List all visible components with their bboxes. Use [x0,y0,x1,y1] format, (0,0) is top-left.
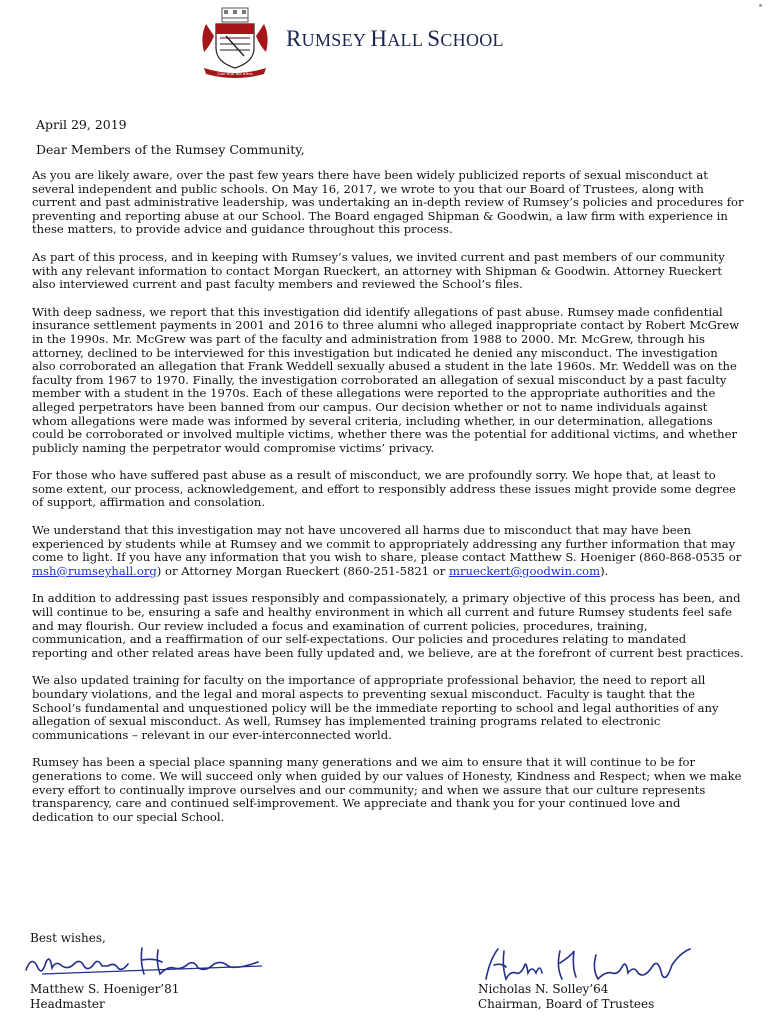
signatory-title: Chairman, Board of Trustees [478,997,655,1011]
crest-motto: Quo non fas ultra [217,71,253,76]
paragraph-training: We also updated training for faculty on the importance of appropriate professional behavior, the need to report all boundary violations, and the legal and moral aspects to preventing sexual misconduct. Faculty is taught that the School’s fundamental and unquestioned policy will be the immediate reporting to school and legal authorities of any allegation of sexual misconduct. As well, Rumsey has implemented training programs related to electronic communications – relevant in our ever-interconnected world. [32,673,719,742]
contact-text: We understand that this investigation may not have uncovered all harms due to misconduct that may have been experienced by students while at Rumsey and we commit to appropriately addressing any further information that may come to light. If you have any information that you wish to share, please contact Matthew S. Hoeniger (860-868-0535 or [32,523,742,565]
letter-closing: Best wishes, [30,931,106,945]
letter-date: April 29, 2019 [36,117,127,132]
paragraph-contact [32,524,744,578]
email-link-hoeniger[interactable]: msh@rumseyhall.org [32,563,157,578]
signatory-block-solley [478,982,654,1012]
paragraph-findings: With deep sadness, we report that this investigation did identify allegations of past abuse. Rumsey made confidential insurance settlement payments in 2001 and 2016 to three alumni who alleged inappropriate contact by Robert McGrew in the 1990s. Mr. McGrew was part of the faculty and administration from 1988 to 2000. Mr. McGrew, through his attorney, declined to be interviewed for this investigation but indicated he denied any misconduct. The investigation also corroborated an allegation that Frank Weddell sexually abused a student in the late 1960s. Mr. Weddell was on the faculty from 1967 to 1970. Finally, the investigation corroborated an allegation of sexual misconduct by a past faculty member with a student in the 1970s. Each of these allegations were reported to the appropriate authorities and the alleged perpetrators have been banned from our campus. Our decision whether or not to name individuals against whom allegations were made was informed by several criteria, including whether, in our determination, allegations could be corroborated or involved multiple victims, whether there was the potential for additional victims, and whether publicly naming the perpetrator would compromise victims’ privacy. [32,304,740,455]
letter-body [32,169,744,838]
signatory-title: Headmaster [30,997,105,1011]
scan-speck [759,4,762,7]
school-name-rest: CHOOL [440,30,504,50]
school-name-rest: UMSEY [301,30,371,50]
school-name-rest: ALL [387,30,428,50]
school-name-initial: H [370,26,388,51]
school-name [286,26,504,52]
paragraph-background: As you are likely aware, over the past few years there have been widely publicized reports of sexual misconduct at several independent and public schools. On May 16, 2017, we wrote to you that our Board of Trustees, along with current and past administrative leadership, was undertaking an in-depth review of Rumsey’s policies and procedures for preventing and reporting abuse at our School. The Board engaged Shipman & Goodwin, a law firm with experience in these matters, to provide advice and guidance throughout this process. [32,168,744,237]
signatory-name: Matthew S. Hoeniger’81 [30,982,180,996]
signatory-block-hoeniger [30,982,179,1012]
signature-solley [476,945,696,985]
paragraph-process: As part of this process, and in keeping with Rumsey’s values, we invited current and past members of our community with any relevant information to contact Morgan Rueckert, an attorney with Shipman & Goodwin. Attorney Rueckert also interviewed current and past faculty members and reviewed the School’s files. [32,249,725,292]
signature-hoeniger [22,940,272,982]
paragraph-apology: For those who have suffered past abuse as a result of misconduct, we are profoundly sorry. We hope that, at least to some extent, our process, acknowledgement, and effort to responsibly address these issues might provide some degree of support, affirmation and consolation. [32,468,736,510]
paragraph-values: Rumsey has been a special place spanning many generations and we aim to ensure that it will continue to be for generations to come. We will succeed only when guided by our values of Honesty, Kindness and Respect; when we make every effort to continually improve ourselves and our community; and when we assure that our culture represents transparency, care and continued self-improvement. We appreciate and thank you for your continued love and dedication to our special School. [32,755,742,824]
contact-text: ). [600,563,609,578]
school-crest-icon [198,6,272,78]
signatory-name: Nicholas N. Solley’64 [478,982,609,996]
contact-text: ) or Attorney Morgan Rueckert (860-251-5821 or [156,563,450,578]
school-name-initial: R [286,26,302,51]
paragraph-safety: In addition to addressing past issues responsibly and compassionately, a primary objective of this process has been, and will continue to be, ensuring a safe and healthy environment in which all current and future Rumsey students feel safe and may flourish. Our review included a focus and examination of current policies, procedures, training, communication, and a reaffirmation of our self-expectations. Our policies and procedures relating to mandated reporting and other related areas have been fully updated and, we believe, are at the forefront of current best practices. [32,591,744,660]
email-link-rueckert[interactable]: mrueckert@goodwin.com [449,563,601,578]
school-name-initial: S [427,26,441,51]
letter-salutation: Dear Members of the Rumsey Community, [36,142,305,157]
